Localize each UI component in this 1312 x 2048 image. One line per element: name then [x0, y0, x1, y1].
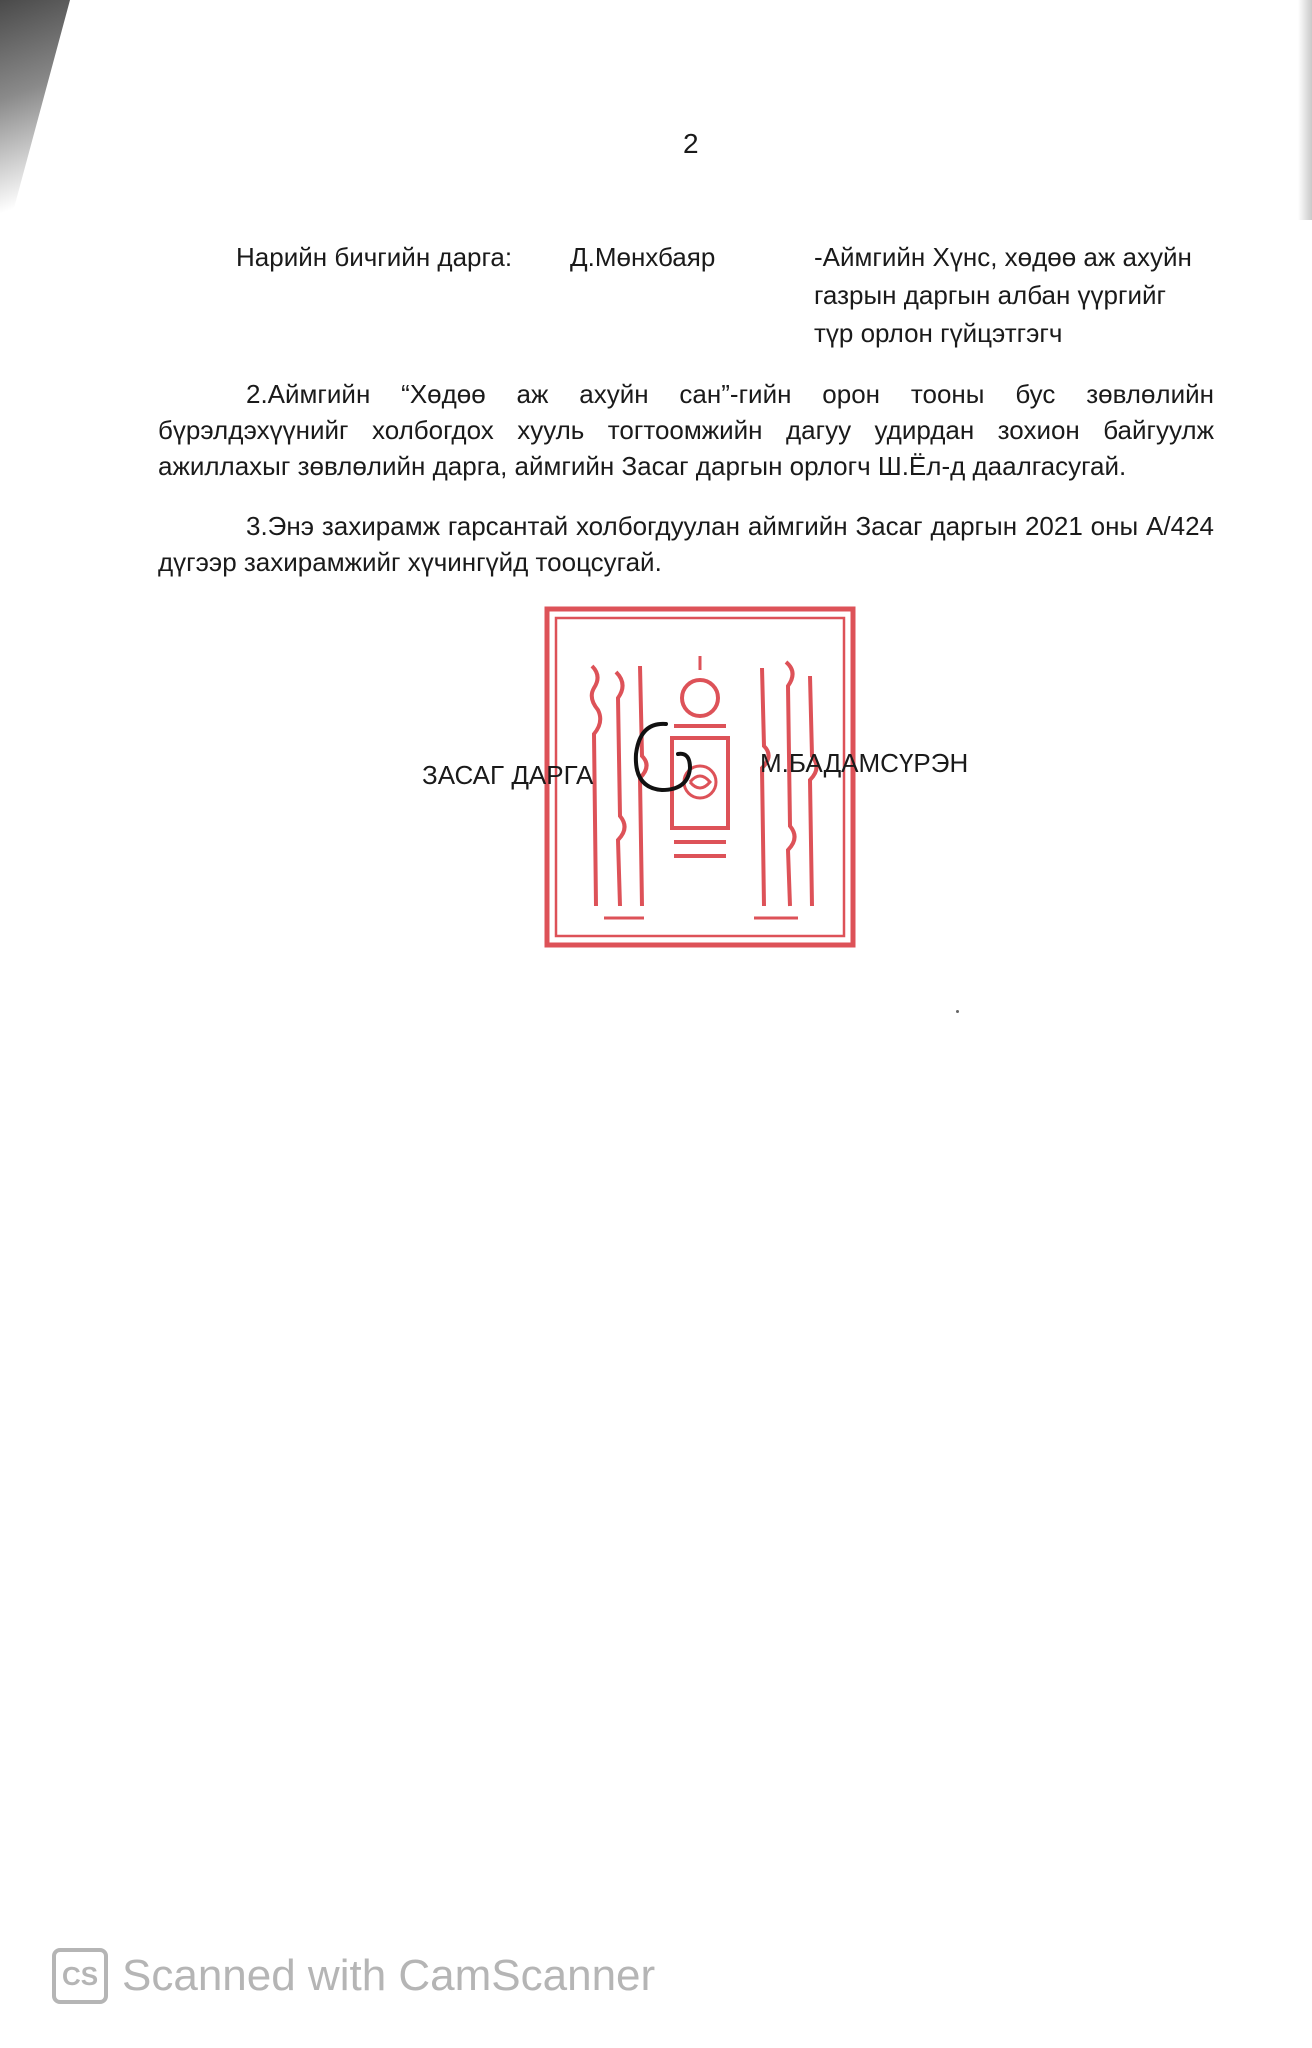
signatory-title: ЗАСАГ ДАРГА: [422, 760, 594, 790]
camscanner-logo-icon: CS: [52, 1948, 108, 2004]
watermark-text: Scanned with CamScanner: [122, 1951, 656, 2000]
secretary-title: Нарийн бичгийн дарга:: [236, 242, 513, 272]
paragraph-2: 2.Аймгийн “Хөдөө аж ахуйн сан”-гийн орон тооны бус зөвлөлийн бүрэлдэхүүнийг холбогдох хууль тогтоомжийн дагуу удирдан зохион байгуулж ажиллахыг зөвлөлийн дарга, аймгийн Засаг даргын орлогч Ш.Ёл-д даалгасугай.: [158, 379, 1214, 481]
paragraph-3: 3.Энэ захирамж гарсантай холбогдуулан аймгийн Засаг даргын 2021 оны А/424 дүгээр захирамжийг хүчингүйд тооцсугай.: [158, 511, 1214, 577]
secretary-position: -Аймгийн Хүнс, хөдөө аж ахуйн газрын даргын албан үүргийг түр орлон гүйцэтгэгч: [814, 242, 1192, 348]
scan-edge-shadow: [1298, 0, 1312, 220]
secretary-name: Д.Мөнхбаяр: [570, 242, 716, 272]
camscanner-watermark: [52, 1946, 655, 2006]
scan-corner-shadow: [0, 0, 70, 260]
page-number: 2: [683, 128, 699, 159]
handwritten-signature: [626, 718, 706, 798]
signatory-name: М.БАДАМСҮРЭН: [760, 748, 969, 778]
scan-speck: [956, 1010, 959, 1013]
